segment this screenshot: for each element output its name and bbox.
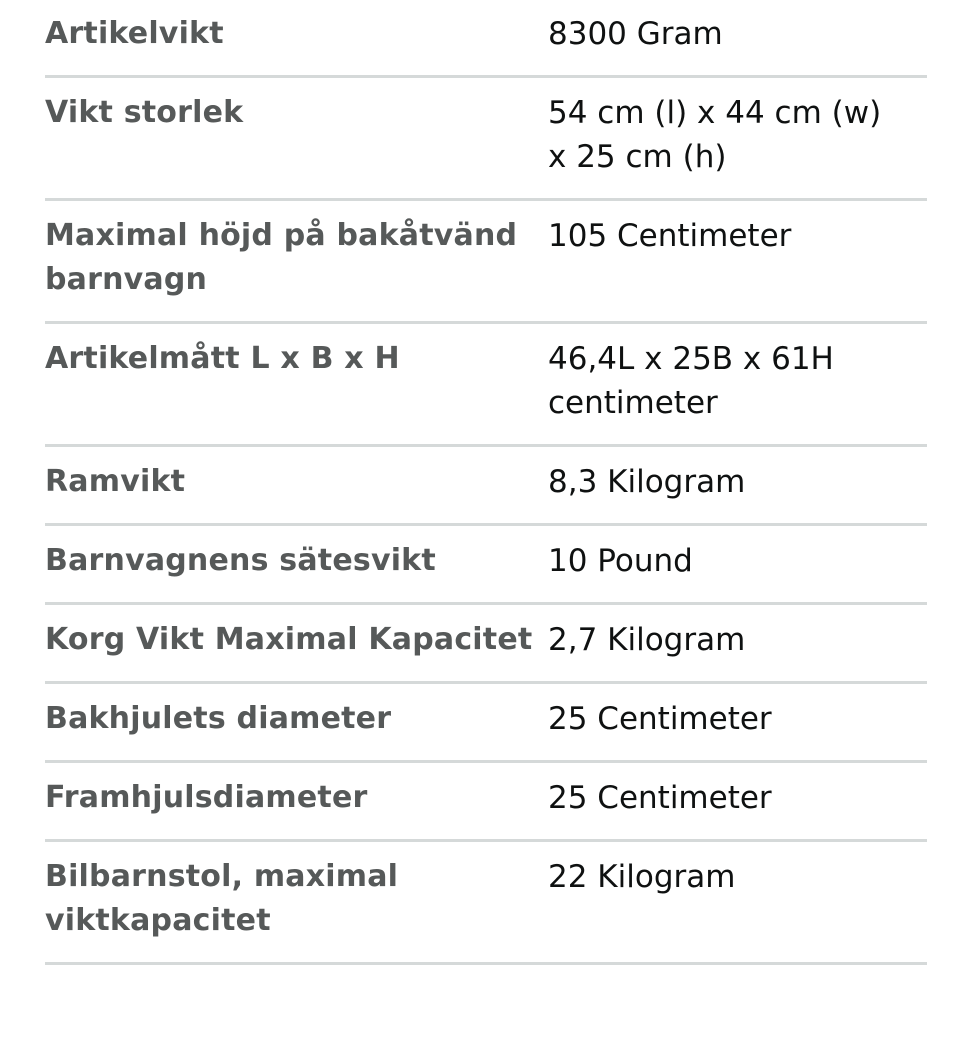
spec-value: 54 cm (l) x 44 cm (w) x 25 cm (h) [548,95,882,175]
spec-label: Bilbarnstol, maximal viktkapacitet [45,859,399,938]
table-row [45,78,927,201]
spec-value: 46,4L x 25B x 61H centimeter [548,341,834,421]
spec-value: 8,3 Kilogram [548,464,746,500]
table-row [45,447,927,526]
spec-label: Maximal höjd på bakåtvänd barnvagn [45,218,518,297]
table-row [45,0,927,78]
table-row [45,684,927,763]
spec-value: 105 Centimeter [548,218,792,254]
table-row [45,763,927,842]
spec-value: 22 Kilogram [548,859,736,895]
spec-value: 2,7 Kilogram [548,622,746,658]
spec-value: 25 Centimeter [548,701,772,737]
table-row [45,526,927,605]
spec-label: Framhjulsdiameter [45,780,368,815]
spec-label: Vikt storlek [45,95,244,130]
table-row [45,605,927,684]
spec-value: 25 Centimeter [548,780,772,816]
spec-value: 10 Pound [548,543,693,579]
table-row [45,842,927,965]
spec-label: Bakhjulets diameter [45,701,392,736]
table-row [45,324,927,447]
spec-label: Artikelmått L x B x H [45,341,400,376]
spec-label: Artikelvikt [45,16,224,51]
spec-label: Korg Vikt Maximal Kapacitet [45,622,533,657]
spec-value: 8300 Gram [548,16,723,52]
spec-label: Ramvikt [45,464,186,499]
spec-label: Barnvagnens sätesvikt [45,543,436,578]
product-specifications-table [45,0,927,965]
table-row [45,201,927,324]
